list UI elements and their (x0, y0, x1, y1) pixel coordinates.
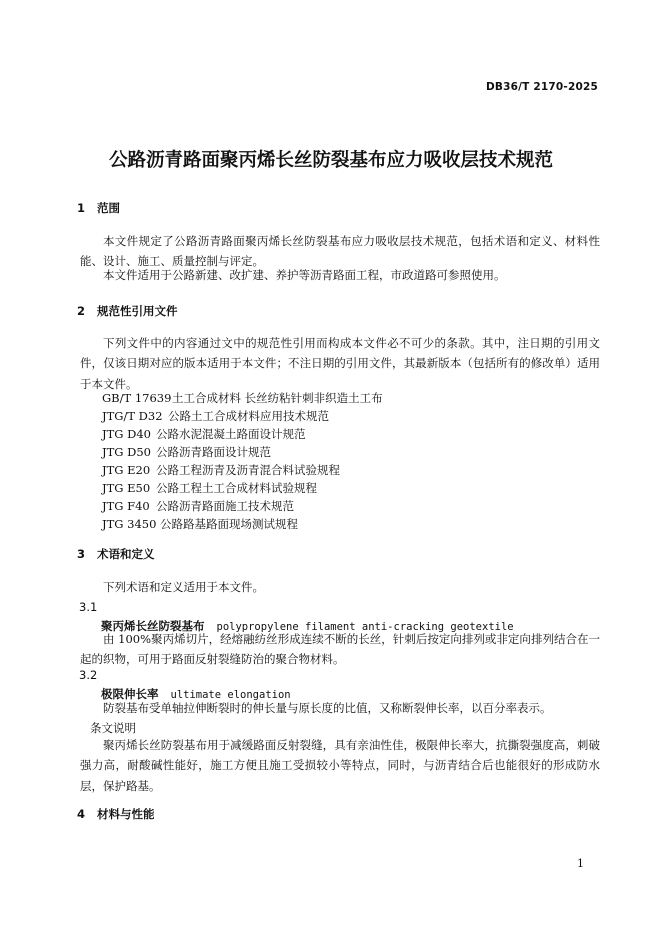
reference-item (102, 516, 298, 532)
reference-title: 公路土工合成材料应用技术规范 (168, 409, 329, 423)
term-chinese: 极限伸长率 (101, 687, 159, 701)
term-english: polypropylene filament anti-cracking geotextile (216, 621, 514, 633)
reference-item (102, 480, 317, 496)
document-title: 公路沥青路面聚丙烯长丝防裂基布应力吸收层技术规范 (108, 150, 553, 171)
section-title: 材料与性能 (97, 807, 155, 821)
section-number: 4 (77, 807, 86, 821)
section-title: 规范性引用文件 (97, 304, 178, 318)
term-definition: 防裂基布受单轴拉伸断裂时的伸长量与原长度的比值，又称断裂伸长率，以百分率表示。 (103, 701, 552, 715)
section-heading-materials (77, 806, 155, 822)
reference-item (102, 462, 340, 478)
section-title: 范围 (97, 201, 120, 215)
scope-paragraph-2: 本文件适用于公路新建、改扩建、养护等沥青路面工程，市政道路可参照使用。 (103, 268, 506, 282)
reference-title: 公路路基路面现场测试规程 (160, 517, 298, 531)
clause-number: 3.2 (79, 668, 98, 682)
clause-number: 3.1 (79, 600, 98, 614)
reference-item (102, 390, 383, 406)
reference-code: JTG 3450 (102, 517, 157, 531)
reference-code: JTG E20 (102, 463, 151, 477)
reference-item (102, 408, 329, 424)
section-heading-normative (77, 303, 178, 319)
section-number: 1 (77, 201, 86, 215)
reference-item (102, 498, 294, 514)
term-chinese: 聚丙烯长丝防裂基布 (101, 619, 205, 633)
normative-intro: 下列文件中的内容通过文中的规范性引用而构成本文件必不可少的条款。其中，注日期的引用文件，仅该日期对应的版本适用于本文件；不注日期的引用文件，其最新版本（包括所有的修改单）适用于本文件。 (80, 336, 600, 391)
reference-code: JTG F40 (102, 499, 150, 513)
section-number: 2 (77, 304, 86, 318)
section-heading-terms (77, 546, 155, 562)
term-definition: 由 100%聚丙烯切片，经熔融纺丝形成连续不断的长丝，针刺后按定向排列或非定向排列结合在一起的织物，可用于路面反射裂缝防治的聚合物材料。 (80, 632, 600, 667)
reference-code: JTG D50 (102, 445, 151, 459)
section-heading-scope (77, 200, 120, 216)
document-number: DB36/T 2170-2025 (486, 81, 598, 93)
reference-title: 公路水泥混凝土路面设计规范 (156, 427, 306, 441)
reference-title: 公路沥青路面设计规范 (156, 445, 271, 459)
note-heading: 条文说明 (90, 721, 136, 735)
reference-code: JTG D40 (102, 427, 151, 441)
reference-item (102, 444, 271, 460)
reference-title: 公路工程土工合成材料试验规程 (156, 481, 317, 495)
note-text: 聚丙烯长丝防裂基布用于减缓路面反射裂缝，具有亲油性佳，极限伸长率大，抗撕裂强度高，刺破强力高，耐酸碱性能好，施工方便且施工受损较小等特点，同时，与沥青结合后也能很好的形成防水层，保护路基。 (80, 738, 600, 793)
reference-code: GB/T 17639 (102, 391, 172, 405)
section-title: 术语和定义 (97, 547, 155, 561)
section-number: 3 (77, 547, 86, 561)
reference-code: JTG/T D32 (102, 409, 163, 423)
reference-title: 公路沥青路面施工技术规范 (156, 499, 294, 513)
reference-title: 土工合成材料 长丝纺粘针刺非织造土工布 (172, 391, 383, 405)
reference-title: 公路工程沥青及沥青混合料试验规程 (156, 463, 340, 477)
scope-paragraph-1: 本文件规定了公路沥青路面聚丙烯长丝防裂基布应力吸收层技术规范，包括术语和定义、材料性能、设计、施工、质量控制与评定。 (80, 234, 600, 269)
reference-code: JTG E50 (102, 481, 151, 495)
terms-intro: 下列术语和定义适用于本文件。 (103, 580, 264, 594)
reference-item (102, 426, 306, 442)
page-number: 1 (577, 857, 584, 870)
term-english: ultimate elongation (170, 689, 291, 701)
